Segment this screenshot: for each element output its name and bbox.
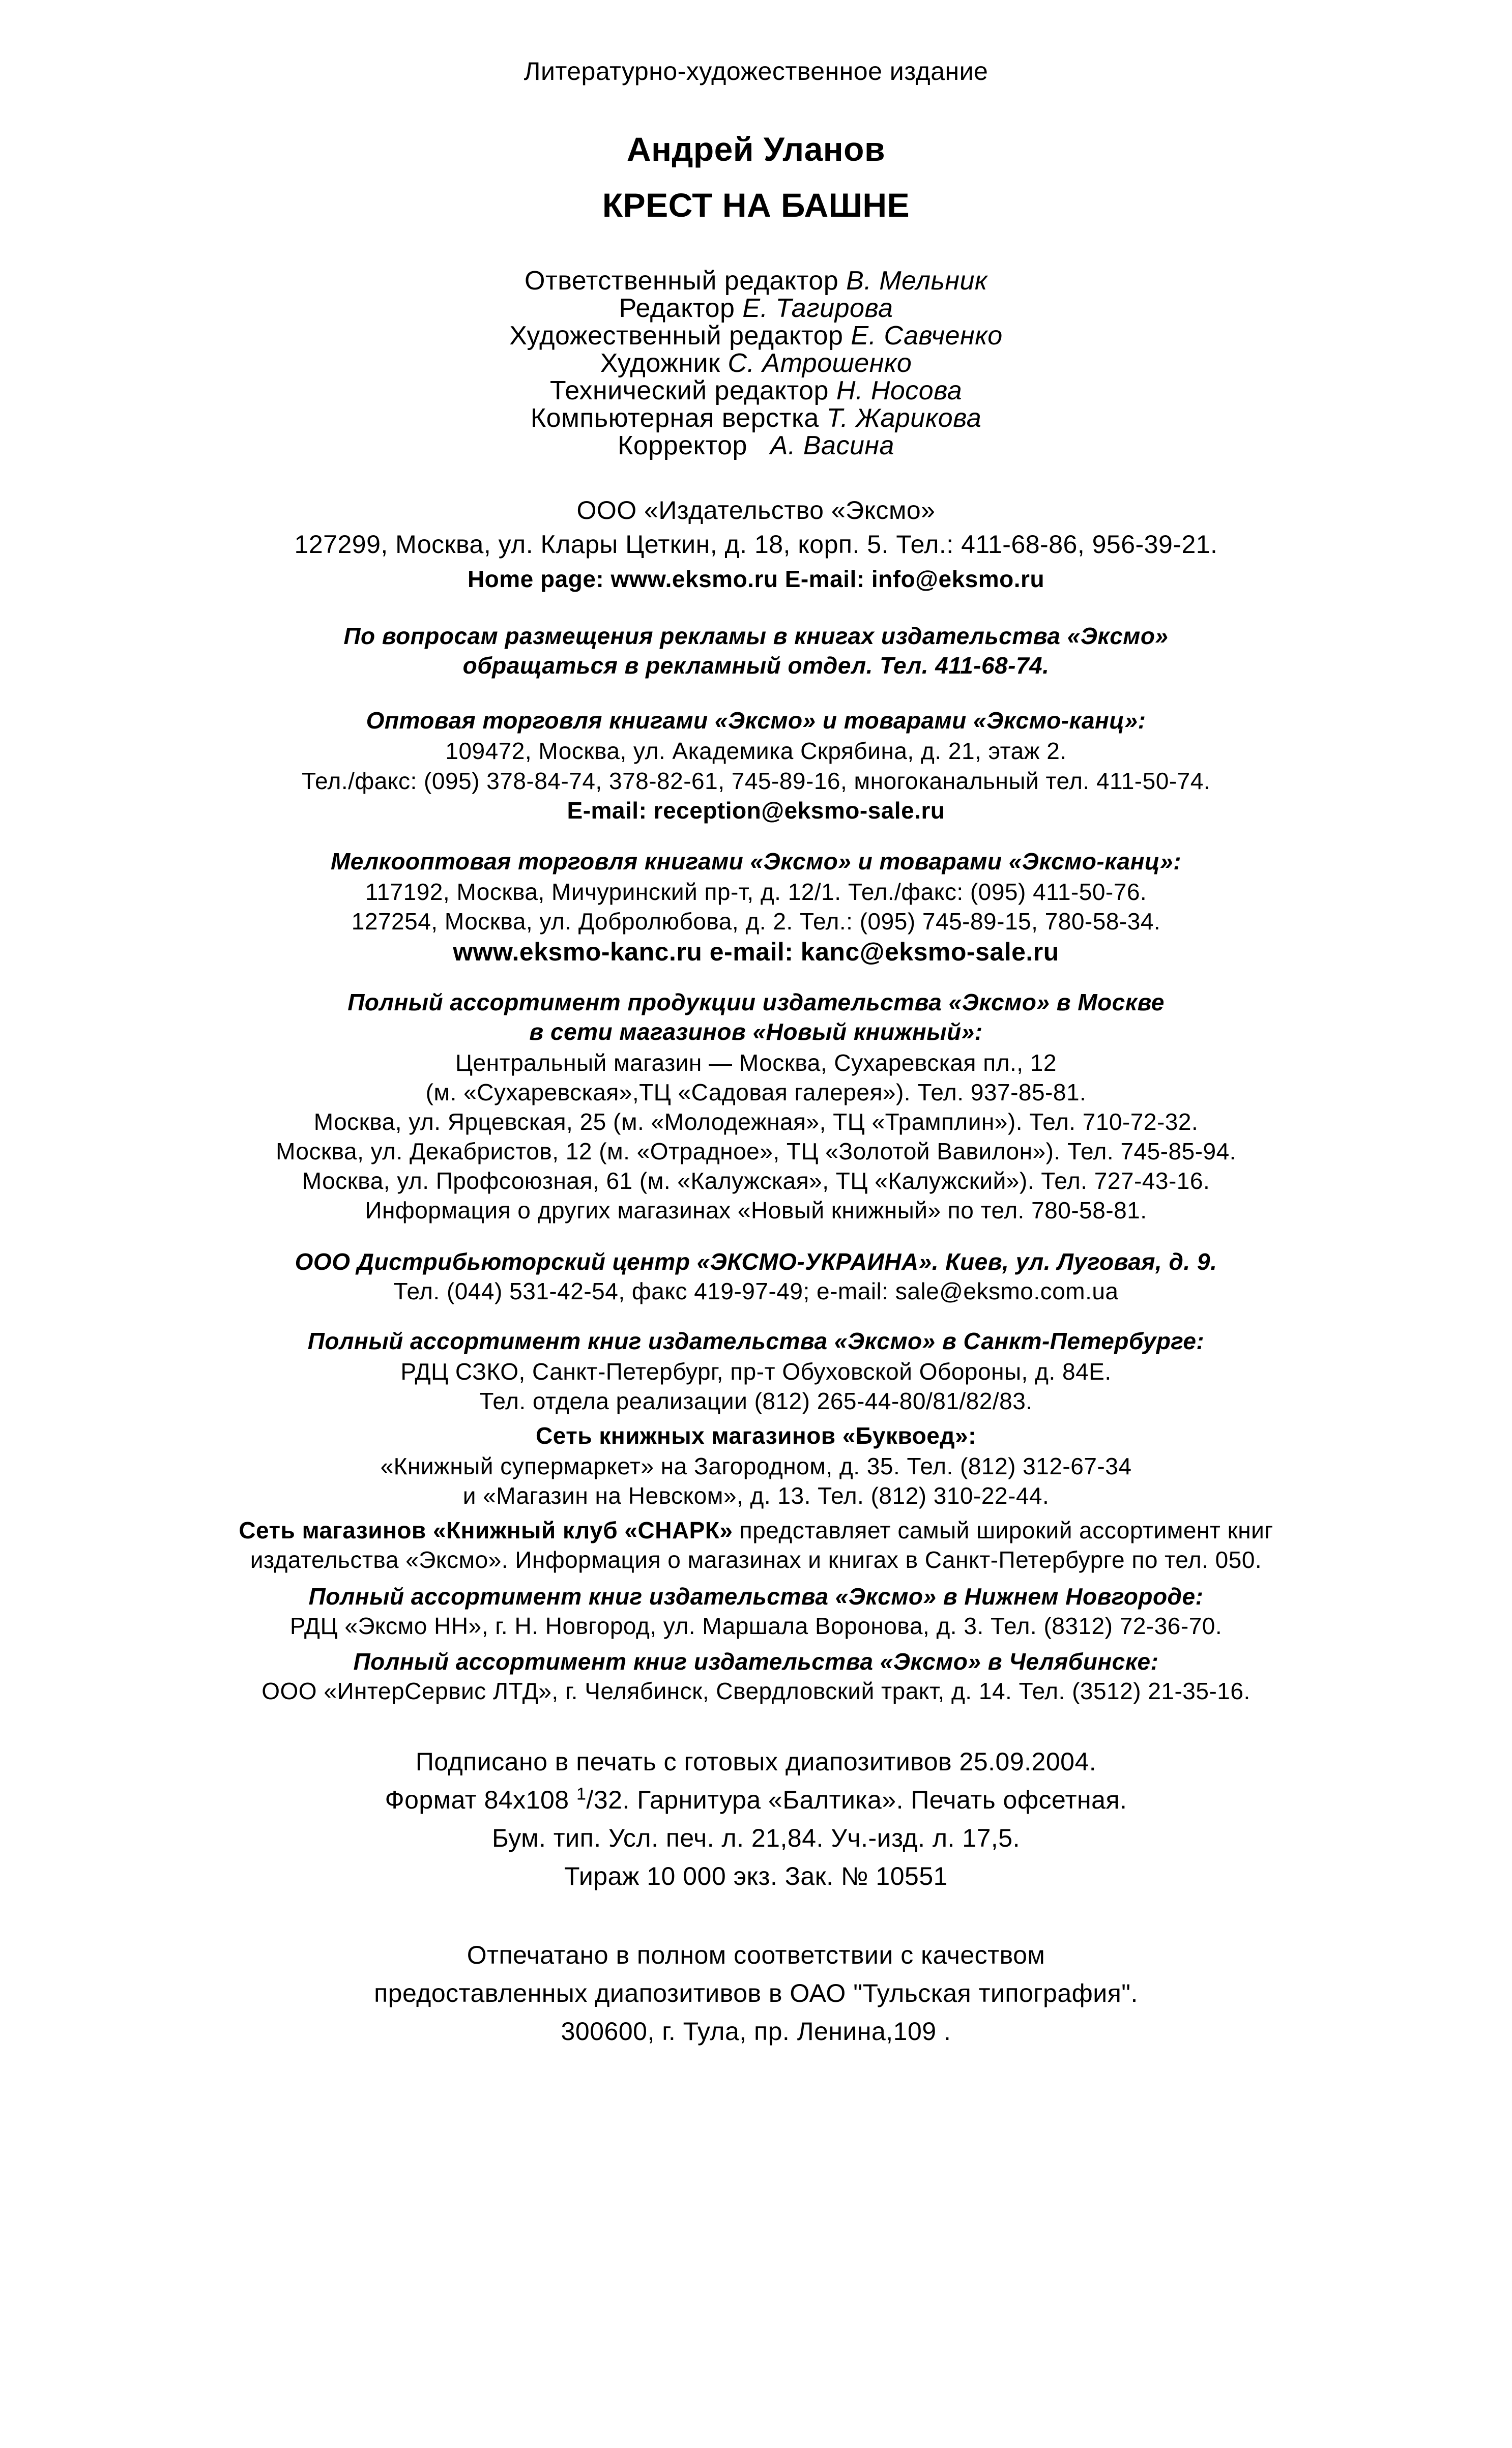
wholesale-phones: Тел./факс: (095) 378-84-74, 378-82-61, 745-89-16, многоканальный тел. 411-50-74. [301,768,1211,794]
credit-name: Е. Савченко [851,321,1003,351]
credit-role: Технический редактор [549,376,829,405]
credit-role: Художник [600,348,720,378]
moscow-line: Москва, ул. Профсоюзная, 61 (м. «Калужская», ТЦ «Калужский»). Тел. 727-43-16. [302,1168,1210,1194]
credit-name: Т. Жарикова [826,403,982,433]
chelyabinsk-heading: Полный ассортимент книг издательства «Эксмо» в Челябинске: [353,1648,1159,1675]
credit-line [0,404,1512,432]
credit-name: В. Мельник [846,266,987,296]
bukvoed-line-1: «Книжный супермаркет» на Загородном, д. 35. Тел. (812) 312-67-34 [380,1453,1132,1479]
credit-role: Художественный редактор [509,321,844,351]
publisher-address: 127299, Москва, ул. Клары Цеткин, д. 18, корп. 5. Тел.: 411-68-86, 956-39-21. [294,530,1218,559]
credit-name: А. Васина [770,431,894,460]
small-wholesale-line-2: 127254, Москва, ул. Добролюбова, д. 2. Тел.: (095) 745-89-15, 780-58-34. [351,908,1161,935]
nn-heading: Полный ассортимент книг издательства «Эксмо» в Нижнем Новгороде: [308,1583,1204,1610]
nn-line: РДЦ «Эксмо НН», г. Н. Новгород, ул. Маршала Воронова, д. 3. Тел. (8312) 72-36-70. [289,1613,1223,1639]
printer-line-1: Отпечатано в полном соответствии с качеством [467,1941,1045,1969]
snark-text: представляет самый широкий ассортимент книг [733,1517,1273,1543]
credit-name: Е. Тагирова [742,294,893,323]
wholesale-heading: Оптовая торговля книгами «Эксмо» и товарами «Эксмо-канц»: [366,707,1146,734]
credit-name: Н. Носова [836,376,963,405]
ads-line-1: По вопросам размещения рекламы в книгах издательства «Эксмо» [343,623,1169,649]
snark-name: Сеть магазинов «Книжный клуб «СНАРК» [239,1517,733,1543]
wholesale-address: 109472, Москва, ул. Академика Скрябина, д. 21, этаж 2. [445,738,1067,764]
credit-line [0,349,1512,377]
small-wholesale-line-1: 117192, Москва, Мичуринский пр-т, д. 12/1. Тел./факс: (095) 411-50-76. [365,879,1147,905]
chelyabinsk-line: ООО «ИнтерСервис ЛТД», г. Челябинск, Свердловский тракт, д. 14. Тел. (3512) 21-35-16. [261,1678,1251,1704]
signed-line: Подписано в печать с готовых диапозитивов 25.09.2004. [415,1747,1097,1776]
format-line [0,1786,1512,1814]
moscow-line: Москва, ул. Ярцевская, 25 (м. «Молодежная», ТЦ «Трамплин»). Тел. 710-72-32. [313,1109,1199,1135]
credit-role: Ответственный редактор [525,266,839,296]
credit-role: Компьютерная верстка [530,403,819,433]
ukraine-heading: ООО Дистрибьюторский центр «ЭКСМО-УКРАИНА». Киев, ул. Луговая, д. 9. [295,1248,1217,1275]
moscow-line: Информация о других магазинах «Новый книжный» по тел. 780-58-81. [365,1197,1147,1223]
spb-line-1: РДЦ СЗКО, Санкт-Петербург, пр-т Обуховской Обороны, д. 84Е. [400,1358,1112,1385]
bukvoed-heading: Сеть книжных магазинов «Буквоед»: [536,1422,976,1449]
wholesale-email: E-mail: reception@eksmo-sale.ru [567,797,945,824]
publisher-web: Home page: www.eksmo.ru E-mail: info@eksmo.ru [467,566,1045,592]
snark-line-1 [0,1516,1512,1544]
format-sup: 1 [576,1784,587,1804]
publisher-name: ООО «Издательство «Эксмо» [576,496,936,524]
spb-line-2: Тел. отдела реализации (812) 265-44-80/81/82/83. [479,1388,1033,1414]
ukraine-line: Тел. (044) 531-42-54, факс 419-97-49; e-mail: sale@eksmo.com.ua [393,1278,1119,1304]
credit-name: С. Атрошенко [728,348,912,378]
book-title: КРЕСТ НА БАШНЕ [602,186,910,224]
book-author: Андрей Уланов [626,130,886,168]
format-text-rest: /32. Гарнитура «Балтика». Печать офсетная. [586,1786,1127,1814]
credit-line [0,432,1512,459]
printer-line-3: 300600, г. Тула, пр. Ленина,109 . [561,2017,951,2046]
moscow-heading-2: в сети магазинов «Новый книжный»: [529,1018,983,1045]
credit-role: Корректор [618,431,747,460]
printer-line-2: предоставленных диапозитивов в ОАО "Тульская типография". [374,1979,1138,2007]
moscow-line: Москва, ул. Декабристов, 12 (м. «Отрадное», ТЦ «Золотой Вавилон»). Тел. 745-85-94. [276,1138,1236,1164]
edition-type: Литературно-художественное издание [524,57,988,85]
credit-line [0,322,1512,349]
credit-line [0,295,1512,322]
bukvoed-line-2: и «Магазин на Невском», д. 13. Тел. (812) 310-22-44. [462,1482,1050,1509]
tirage-line: Тираж 10 000 экз. Зак. № 10551 [564,1862,948,1890]
small-wholesale-heading: Мелкооптовая торговля книгами «Эксмо» и товарами «Эксмо-канц»: [330,848,1182,875]
paper-line: Бум. тип. Усл. печ. л. 21,84. Уч.-изд. л. 17,5. [491,1824,1021,1852]
snark-line-2: издательства «Эксмо». Информация о магазинах и книгах в Санкт-Петербурге по тел. 050. [250,1547,1262,1573]
spb-heading: Полный ассортимент книг издательства «Эксмо» в Санкт-Петербурге: [307,1328,1205,1354]
moscow-heading-1: Полный ассортимент продукции издательства «Эксмо» в Москве [347,989,1165,1015]
small-wholesale-web: www.eksmo-kanc.ru e-mail: kanc@eksmo-sale.ru [453,938,1059,966]
credit-line [0,267,1512,295]
format-text: Формат 84х108 [385,1786,576,1814]
moscow-line: (м. «Сухаревская»,ТЦ «Садовая галерея»). Тел. 937-85-81. [425,1079,1087,1105]
credit-role: Редактор [619,294,735,323]
ads-line-2: обращаться в рекламный отдел. Тел. 411-68-74. [462,652,1050,679]
moscow-line: Центральный магазин — Москва, Сухаревская пл., 12 [455,1050,1057,1076]
credit-line [0,377,1512,404]
